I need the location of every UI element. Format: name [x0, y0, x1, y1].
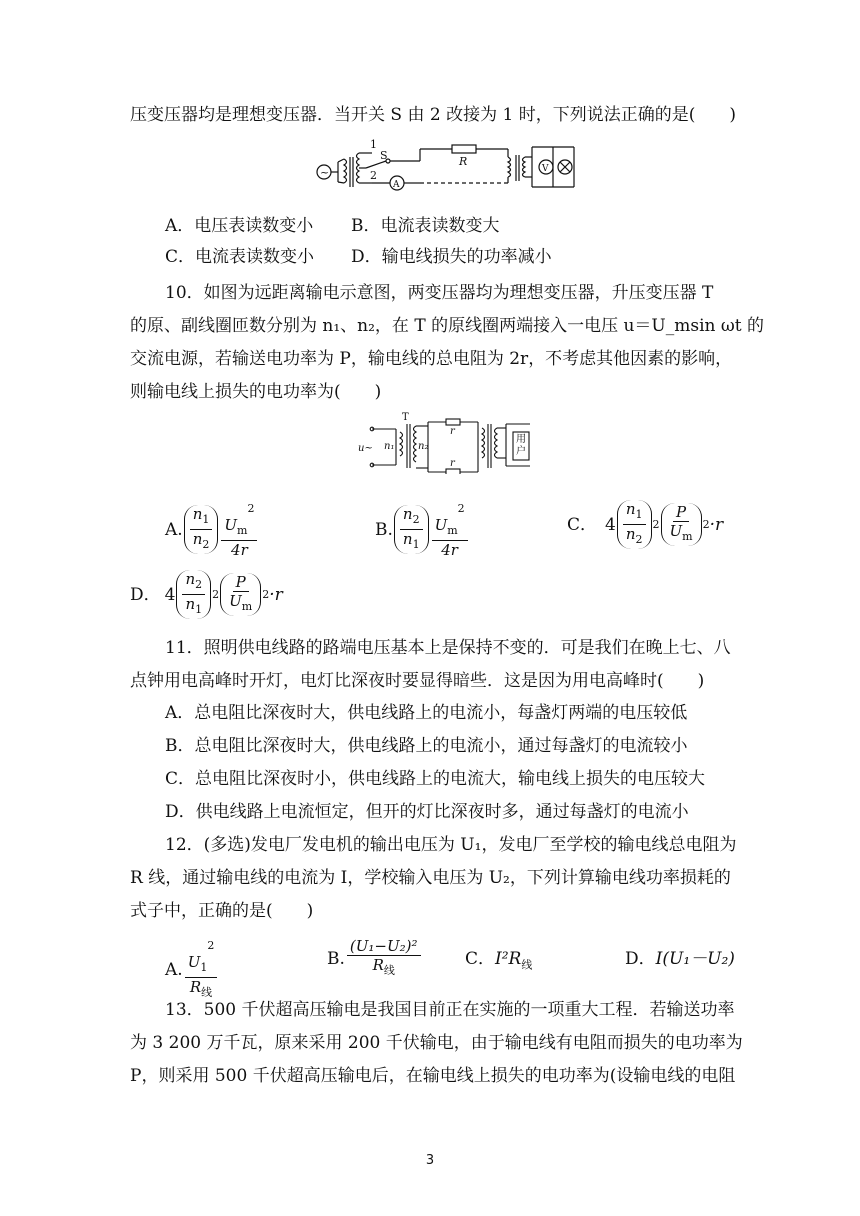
- q10-a-label: A.: [165, 519, 183, 540]
- line-r-bottom-label: r: [450, 458, 455, 469]
- circuit-diagram-1: [312, 137, 580, 197]
- q10-a-paren: $\frac{n_1}{n_2}$: [184, 505, 219, 554]
- q12-stem-line-3: 式子中，正确的是( ): [130, 901, 314, 921]
- q10-stem-line-1: 10．如图为远距离输电示意图，两变压器均为理想变压器，升压变压器 T: [165, 283, 714, 303]
- switch-s-label: S: [380, 149, 388, 162]
- q12-option-b: B. $\frac{\text{(U₁−U₂)²}}{R_线}$: [327, 937, 423, 980]
- q11-option-b: B．总电阻比深夜时大，供电线路上的电流小，通过每盏灯的电流较小: [165, 736, 688, 756]
- q12-stem-line-2: R 线，通过输电线的电流为 I，学校输入电压为 U₂，下列计算输电线功率损耗的: [130, 868, 731, 888]
- q9-stem-line: 压变压器均是理想变压器．当开关 S 由 2 改接为 1 时，下列说法正确的是( ): [130, 105, 736, 125]
- q13-stem-line-3: P，则采用 500 千伏超高压输电后，在输电线上损失的电功率为(设输电线的电阻: [130, 1066, 736, 1086]
- q10-b-paren: $\frac{n_2}{n_1}$: [394, 505, 429, 554]
- q9-option-a: A．电压表读数变小: [165, 216, 314, 236]
- transformer-t-label: T: [402, 412, 409, 423]
- q10-stem-line-4: 则输电线上损失的电功率为( ): [130, 382, 382, 402]
- transmission-circuit-figure-2: [356, 412, 536, 474]
- line-r-top-label: r: [450, 426, 455, 437]
- q12-option-a: A. $\frac{U_1^2}{R_线}$: [165, 937, 219, 1002]
- q11-option-d: D．供电线路上电流恒定，但开的灯比深夜时多，通过每盏灯的电流小: [165, 802, 689, 822]
- q10-stem-line-2: 的原、副线圈匝数分别为 n₁、n₂，在 T 的原线圈两端接入一电压 u＝U_msin ωt 的: [130, 316, 764, 336]
- q9-option-b: B．电流表读数变大: [351, 216, 500, 236]
- q10-c-label: C．: [567, 514, 598, 535]
- switch-pos-2-label: 2: [370, 169, 377, 182]
- ammeter-label: A: [393, 180, 400, 190]
- q9-option-d: D．输电线损失的功率减小: [351, 247, 552, 267]
- q10-stem-line-3: 交流电源，若输送电功率为 P，输电线的总电阻为 2r，不考虑其他因素的影响，: [130, 349, 733, 369]
- q12-option-d: D．I(U₁－U₂): [625, 949, 735, 969]
- q10-option-b: B. $\frac{n_2}{n_1}$ $\frac{U_m^2}{4r}$: [375, 500, 470, 559]
- q10-d-label: D．: [130, 584, 161, 605]
- source-label: ~: [320, 166, 330, 179]
- q9-option-c: C．电流表读数变小: [165, 247, 315, 267]
- q13-stem-line-2: 为 3 200 万千瓦，原来采用 200 千伏输电，由于输电线有电阻而损失的电功率为: [130, 1033, 743, 1053]
- q11-stem-line-1: 11．照明供电线路的路端电压基本上是保持不变的．可是我们在晚上七、八: [165, 638, 731, 658]
- q12-stem-line-1: 12．(多选)发电厂发电机的输出电压为 U₁，发电厂至学校的输电线总电阻为: [165, 835, 737, 855]
- coil-n2-label: n₂: [418, 441, 429, 452]
- q11-option-c: C．总电阻比深夜时小，供电线路上的电流大，输电线上损失的电压较大: [165, 769, 706, 789]
- q13-stem-line-1: 13．500 千伏超高压输电是我国目前正在实施的一项重大工程．若输送功率: [165, 1000, 735, 1020]
- q10-option-a: A. $\frac{n_1}{n_2}$ $\frac{U_m^2}{4r}$: [165, 500, 259, 559]
- q11-option-a: A．总电阻比深夜时大，供电线路上的电流小，每盏灯两端的电压较低: [165, 703, 688, 723]
- user-label: 用户: [516, 434, 526, 457]
- q10-b-label: B.: [375, 519, 393, 540]
- coil-n1-label: n₁: [384, 441, 395, 452]
- page-number: 3: [425, 1153, 435, 1168]
- q10-option-c: C． 4 $\frac{n_1}{n_2}$ 2 $\frac{P}{U_m}$ 2 ·r: [567, 500, 723, 549]
- voltmeter-label: V: [542, 164, 549, 174]
- resistor-r: [452, 145, 476, 153]
- q10-option-d: D． 4 $\frac{n_2}{n_1}$ 2 $\frac{P}{U_m}$ 2 ·r: [130, 570, 283, 619]
- switch-pos-1-label: 1: [370, 138, 377, 151]
- source-u-label: u~: [358, 443, 373, 454]
- circuit-diagram-2: [356, 412, 536, 474]
- q12-option-c: C．$I^2R_线$: [465, 949, 533, 972]
- transmission-circuit-figure-1: [312, 137, 580, 197]
- resistor-r-label: R: [459, 155, 468, 168]
- q11-stem-line-2: 点钟用电高峰时开灯，电灯比深夜时要显得暗些．这是因为用电高峰时( ): [130, 671, 705, 691]
